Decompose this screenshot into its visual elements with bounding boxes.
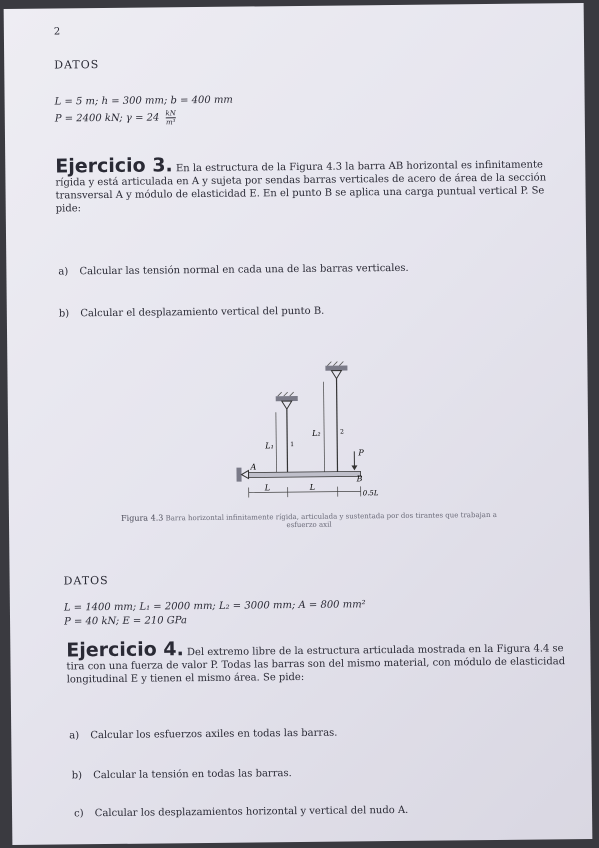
dim-L1 (276, 412, 277, 472)
label-L-b: L (309, 482, 316, 492)
exercise-4-item-a (69, 728, 337, 742)
exercise-3-title: Ejercicio 3. (55, 154, 173, 178)
caption-label: Figura 4.3 (121, 513, 164, 523)
label-L2: L₂ (312, 428, 321, 438)
top-support-2 (325, 361, 347, 378)
exercise-3-body-line-2: rígida y está articulada en A y sujeta por sendas barras verticales de acero de área de la sección (55, 172, 547, 189)
top-support-1 (276, 392, 298, 409)
item-marker: a) (58, 266, 69, 278)
item-text: Calcular las tensión normal en cada una de las barras verticales. (79, 262, 409, 278)
load-P-arrowhead (351, 465, 357, 470)
caption-text: Barra horizontal infinitamente rígida, articulada y sustentada por dos tirantes que trabajan a (165, 510, 497, 523)
unit-fraction (165, 109, 176, 126)
datos-heading-1: DATOS (54, 58, 100, 72)
exercise-4-body-line-3: longitudinal E y tienen el mismo área. Se pide: (66, 671, 305, 686)
label-B: B (356, 474, 363, 484)
exercise-3-body-line-4: pide: (55, 203, 82, 215)
exercise-4-item-c (74, 805, 408, 819)
exercise-3-body-line-1: En la estructura de la Figura 4.3 la barra AB horizontal es infinitamente (175, 159, 543, 175)
document-page (4, 3, 593, 845)
label-half-L: 0.5L (362, 489, 379, 498)
unit-denominator: m³ (165, 118, 176, 127)
dim-L2 (324, 382, 325, 472)
exercise-3 (55, 155, 556, 215)
item-marker: b) (71, 770, 83, 782)
bar-1 (287, 409, 288, 474)
bar-2 (337, 379, 338, 474)
caption-text-2: esfuerzo axil (286, 520, 332, 530)
item-text: Calcular la tensión en todas las barras. (93, 768, 292, 782)
item-text: Calcular los esfuerzos axiles en todas las barras. (90, 727, 338, 742)
item-text: Calcular el desplazamiento vertical del punto B. (80, 305, 325, 320)
datos-1-line-1: L = 5 m; h = 300 mm; b = 400 mm (54, 94, 233, 108)
datos-1-line-2-text: P = 2400 kN; γ = 24 (54, 112, 160, 125)
datos-1-line-2 (55, 109, 176, 127)
item-marker: c) (74, 808, 84, 820)
label-L-a: L (264, 483, 271, 493)
exercise-3-paragraph (55, 155, 556, 215)
pin-support-A (236, 468, 248, 482)
exercise-4-paragraph (66, 639, 566, 686)
structure-figure (167, 355, 429, 508)
exercise-4-body-line-2: tira con una fuerza de valor P. Todas las barras son del mismo material, con módulo de elasticidad (66, 656, 566, 673)
datos-heading-2: DATOS (63, 573, 109, 588)
unit-numerator: kN (165, 109, 176, 118)
figure-caption (79, 509, 539, 531)
item-marker: a) (69, 730, 80, 742)
item-text: Calcular los desplazamientos horizontal y vertical del nudo A. (94, 804, 409, 820)
datos-2-line-1: L = 1400 mm; L₁ = 2000 mm; L₂ = 3000 mm; A = 800 mm² (63, 599, 366, 614)
label-L1: L₁ (265, 441, 274, 451)
exercise-3-item-a (58, 263, 408, 278)
datos-2-line-2: P = 40 kN; E = 210 GPa (64, 615, 188, 628)
label-P: P (358, 448, 364, 458)
exercise-4 (66, 639, 566, 686)
item-marker: b) (58, 308, 70, 320)
exercise-4-body-line-1: Del extremo libre de la estructura articulada mostrada en la Figura 4.4 se (186, 643, 564, 659)
rigid-bar (249, 471, 361, 477)
exercise-4-title: Ejercicio 4. (66, 638, 184, 662)
label-bar-2: 2 (340, 428, 344, 436)
page-number: 2 (53, 26, 61, 38)
exercise-3-body-line-3: transversal A y módulo de elasticidad E. En el punto B se aplica una carga puntual vertical P. Se (55, 185, 545, 202)
exercise-3-item-b (59, 306, 325, 320)
label-A: A (250, 462, 257, 472)
label-bar-1: 1 (290, 441, 295, 449)
exercise-4-item-b (72, 768, 292, 781)
